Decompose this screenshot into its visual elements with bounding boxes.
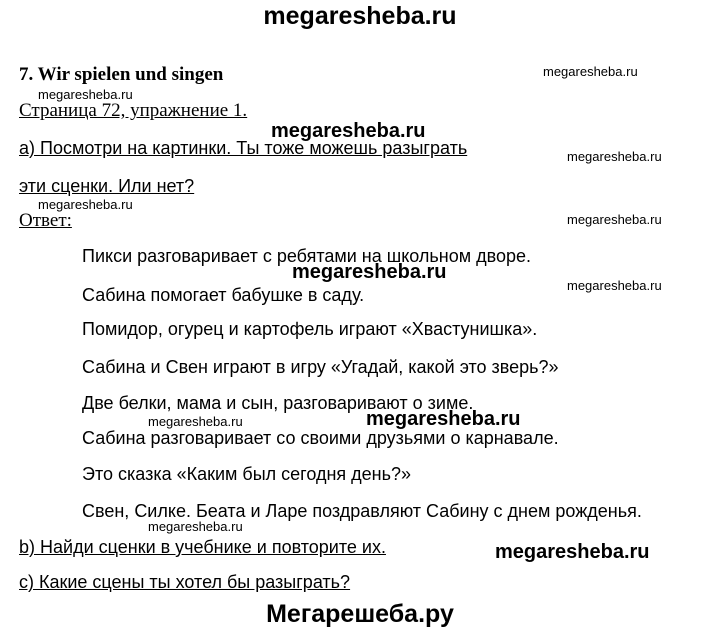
watermark: megaresheba.ru bbox=[38, 197, 133, 212]
watermark: megaresheba.ru bbox=[148, 519, 243, 534]
watermark: megaresheba.ru bbox=[567, 212, 662, 227]
answer-line: Сабина и Свен играют в игру «Угадай, какой это зверь?» bbox=[82, 357, 559, 377]
task-a-line2: эти сценки. Или нет? bbox=[19, 176, 195, 196]
site-footer-title: Мегарешеба.ру bbox=[266, 600, 454, 628]
answer-line: Сабина помогает бабушке в саду. bbox=[82, 285, 365, 305]
task-a-line1: а) Посмотри на картинки. Ты тоже можешь разыграть bbox=[19, 138, 468, 158]
watermark: megaresheba.ru bbox=[366, 408, 521, 430]
task-b: b) Найди сценки в учебнике и повторите их. bbox=[19, 537, 386, 557]
task-c: с) Какие сцены ты хотел бы разыграть? bbox=[19, 572, 351, 592]
watermark: megaresheba.ru bbox=[543, 64, 638, 79]
answer-label: Ответ: bbox=[19, 210, 72, 231]
watermark: megaresheba.ru bbox=[292, 261, 447, 283]
section-heading: 7. Wir spielen und singen bbox=[19, 64, 224, 85]
watermark: megaresheba.ru bbox=[495, 541, 650, 563]
watermark: megaresheba.ru bbox=[148, 414, 243, 429]
watermark: megaresheba.ru bbox=[567, 149, 662, 164]
answer-line: Пикси разговаривает с ребятами на школьном дворе. bbox=[82, 246, 531, 266]
answer-line: Сабина разговаривает со своими друзьями о карнавале. bbox=[82, 428, 559, 448]
answer-line: Две белки, мама и сын, разговаривают о зиме. bbox=[82, 393, 474, 413]
answer-line: Свен, Силке. Беата и Ларе поздравляют Сабину с днем рожденья. bbox=[82, 501, 642, 521]
answer-line: Это сказка «Каким был сегодня день?» bbox=[82, 464, 412, 484]
watermark: megaresheba.ru bbox=[38, 87, 133, 102]
site-title: megaresheba.ru bbox=[263, 2, 457, 30]
page-reference: Страница 72, упражнение 1. bbox=[19, 100, 248, 121]
watermark: megaresheba.ru bbox=[271, 120, 426, 142]
watermark: megaresheba.ru bbox=[567, 278, 662, 293]
answer-line: Помидор, огурец и картофель играют «Хвастунишка». bbox=[82, 319, 538, 339]
